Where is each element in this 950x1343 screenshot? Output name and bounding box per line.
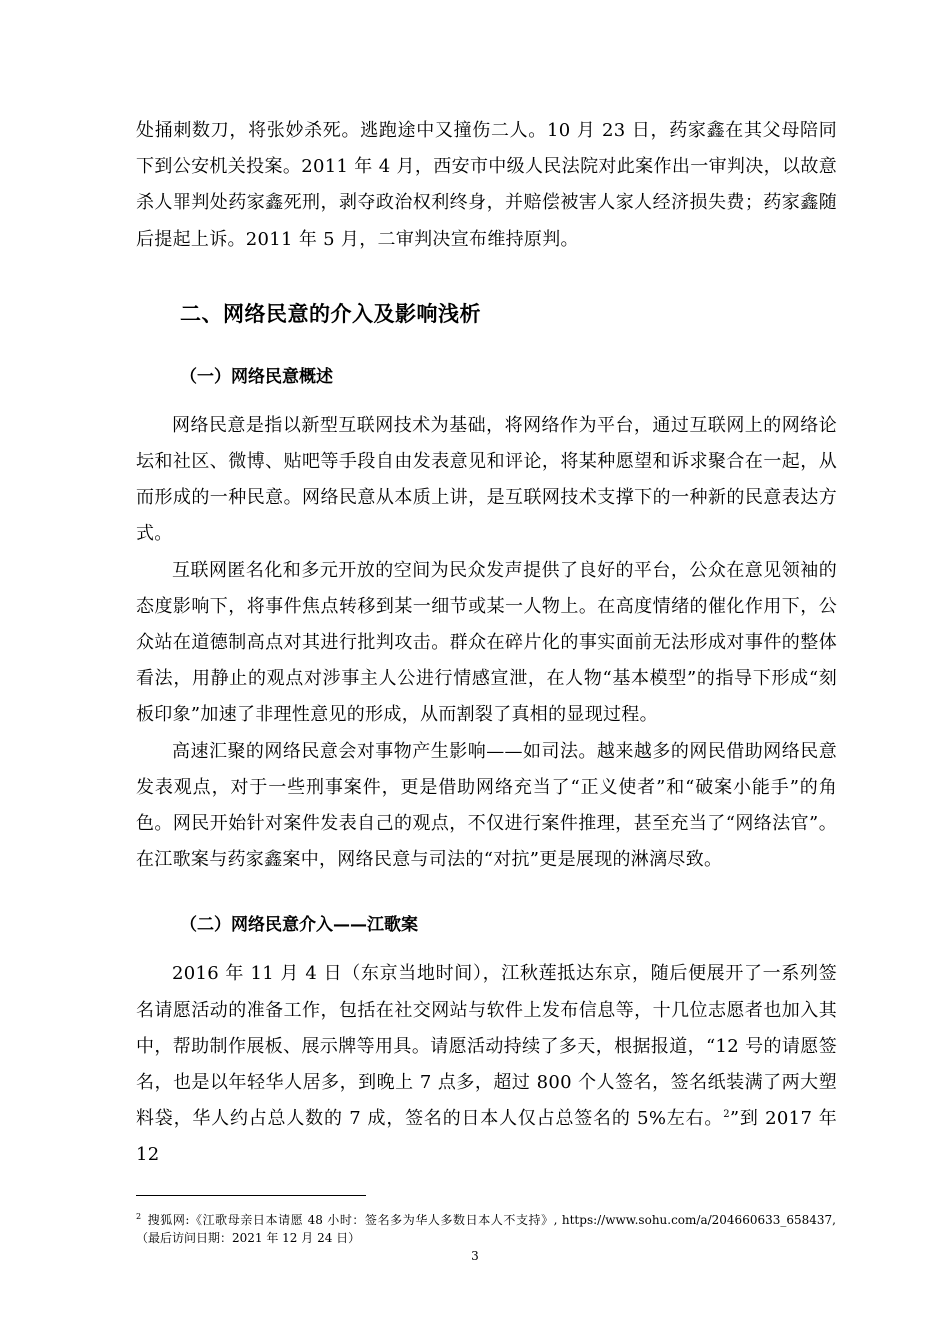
- footnote-reference[interactable]: 2: [723, 1109, 730, 1121]
- paragraph-main-text: 2016 年 11 月 4 日（东京当地时间），江秋莲抵达东京，随后便展开了一系列签名请愿活动的准备工作，包括在社交网站与软件上发布信息等，十几位志愿者也加入其中，帮助制作展板、展示牌等用具。请愿活动持续了多天，根据报道，“12 号的请愿签名，也是以年轻华人居多，到晚上 7 点多，超过 800 个人签名，签名纸装满了两大塑料袋，华人约占总人数的 7 成，签名的日本人仅占总签名的 5%左右。: [136, 963, 837, 1130]
- continued-paragraph: 处捅刺数刀，将张妙杀死。逃跑途中又撞伤二人。10 月 23 日，药家鑫在其父母陪同下到公安机关投案。2011 年 4 月，西安市中级人民法院对此案作出一审判决，以故意杀人罪判处药家鑫死刑，剥夺政治权利终身，并赔偿被害人家人经济损失费；药家鑫随后提起上诉。2011 年 5 月，二审判决宣布维持原判。: [136, 120, 837, 250]
- footnote-text: 搜狐网:《江歌母亲日本请愿 48 小时：签名多为华人多数日本人不支持》, https://www.sohu.com/a/204660633_658437,（最后访问日期：2021 年 12 月 24 日）: [136, 1213, 836, 1245]
- subsection-heading-2: （二）网络民意介入——江歌案: [180, 915, 418, 936]
- paragraph: 网络民意是指以新型互联网技术为基础，将网络作为平台，通过互联网上的网络论坛和社区、微博、贴吧等手段自由发表意见和评论，将某种愿望和诉求聚合在一起，从而形成的一种民意。网络民意从本质上讲，是互联网技术支撑下的一种新的民意表达方式。: [136, 414, 837, 545]
- paragraph: [136, 956, 837, 1173]
- body-content: [136, 113, 837, 1174]
- subsection-heading-1: （一）网络民意概述: [180, 366, 333, 387]
- section-heading: 二、网络民意的介入及影响浅析: [180, 301, 481, 326]
- paragraph: 高速汇聚的网络民意会对事物产生影响——如司法。越来越多的网民借助网络民意发表观点，对于一些刑事案件，更是借助网络充当了“正义使者”和“破案小能手”的角色。网民开始针对案件发表自己的观点，不仅进行案件推理，甚至充当了“网络法官”。在江歌案与药家鑫案中，网络民意与司法的“对抗”更是展现的淋漓尽致。: [136, 740, 837, 871]
- paragraph: 互联网匿名化和多元开放的空间为民众发声提供了良好的平台，公众在意见领袖的态度影响下，将事件焦点转移到某一细节或某一人物上。在高度情绪的催化作用下，公众站在道德制高点对其进行批判攻击。群众在碎片化的事实面前无法形成对事件的整体看法，用静止的观点对涉事主人公进行情感宣泄，在人物“基本模型”的指导下形成“刻板印象”加速了非理性意见的形成，从而割裂了真相的显现过程。: [136, 559, 837, 726]
- footnote-divider: [136, 1195, 366, 1196]
- page-number: 3: [471, 1249, 479, 1263]
- paragraph-tail-text: ”到 2017 年 12: [136, 1108, 838, 1166]
- footnote: [136, 1208, 836, 1247]
- footnote-number: 2: [136, 1212, 142, 1221]
